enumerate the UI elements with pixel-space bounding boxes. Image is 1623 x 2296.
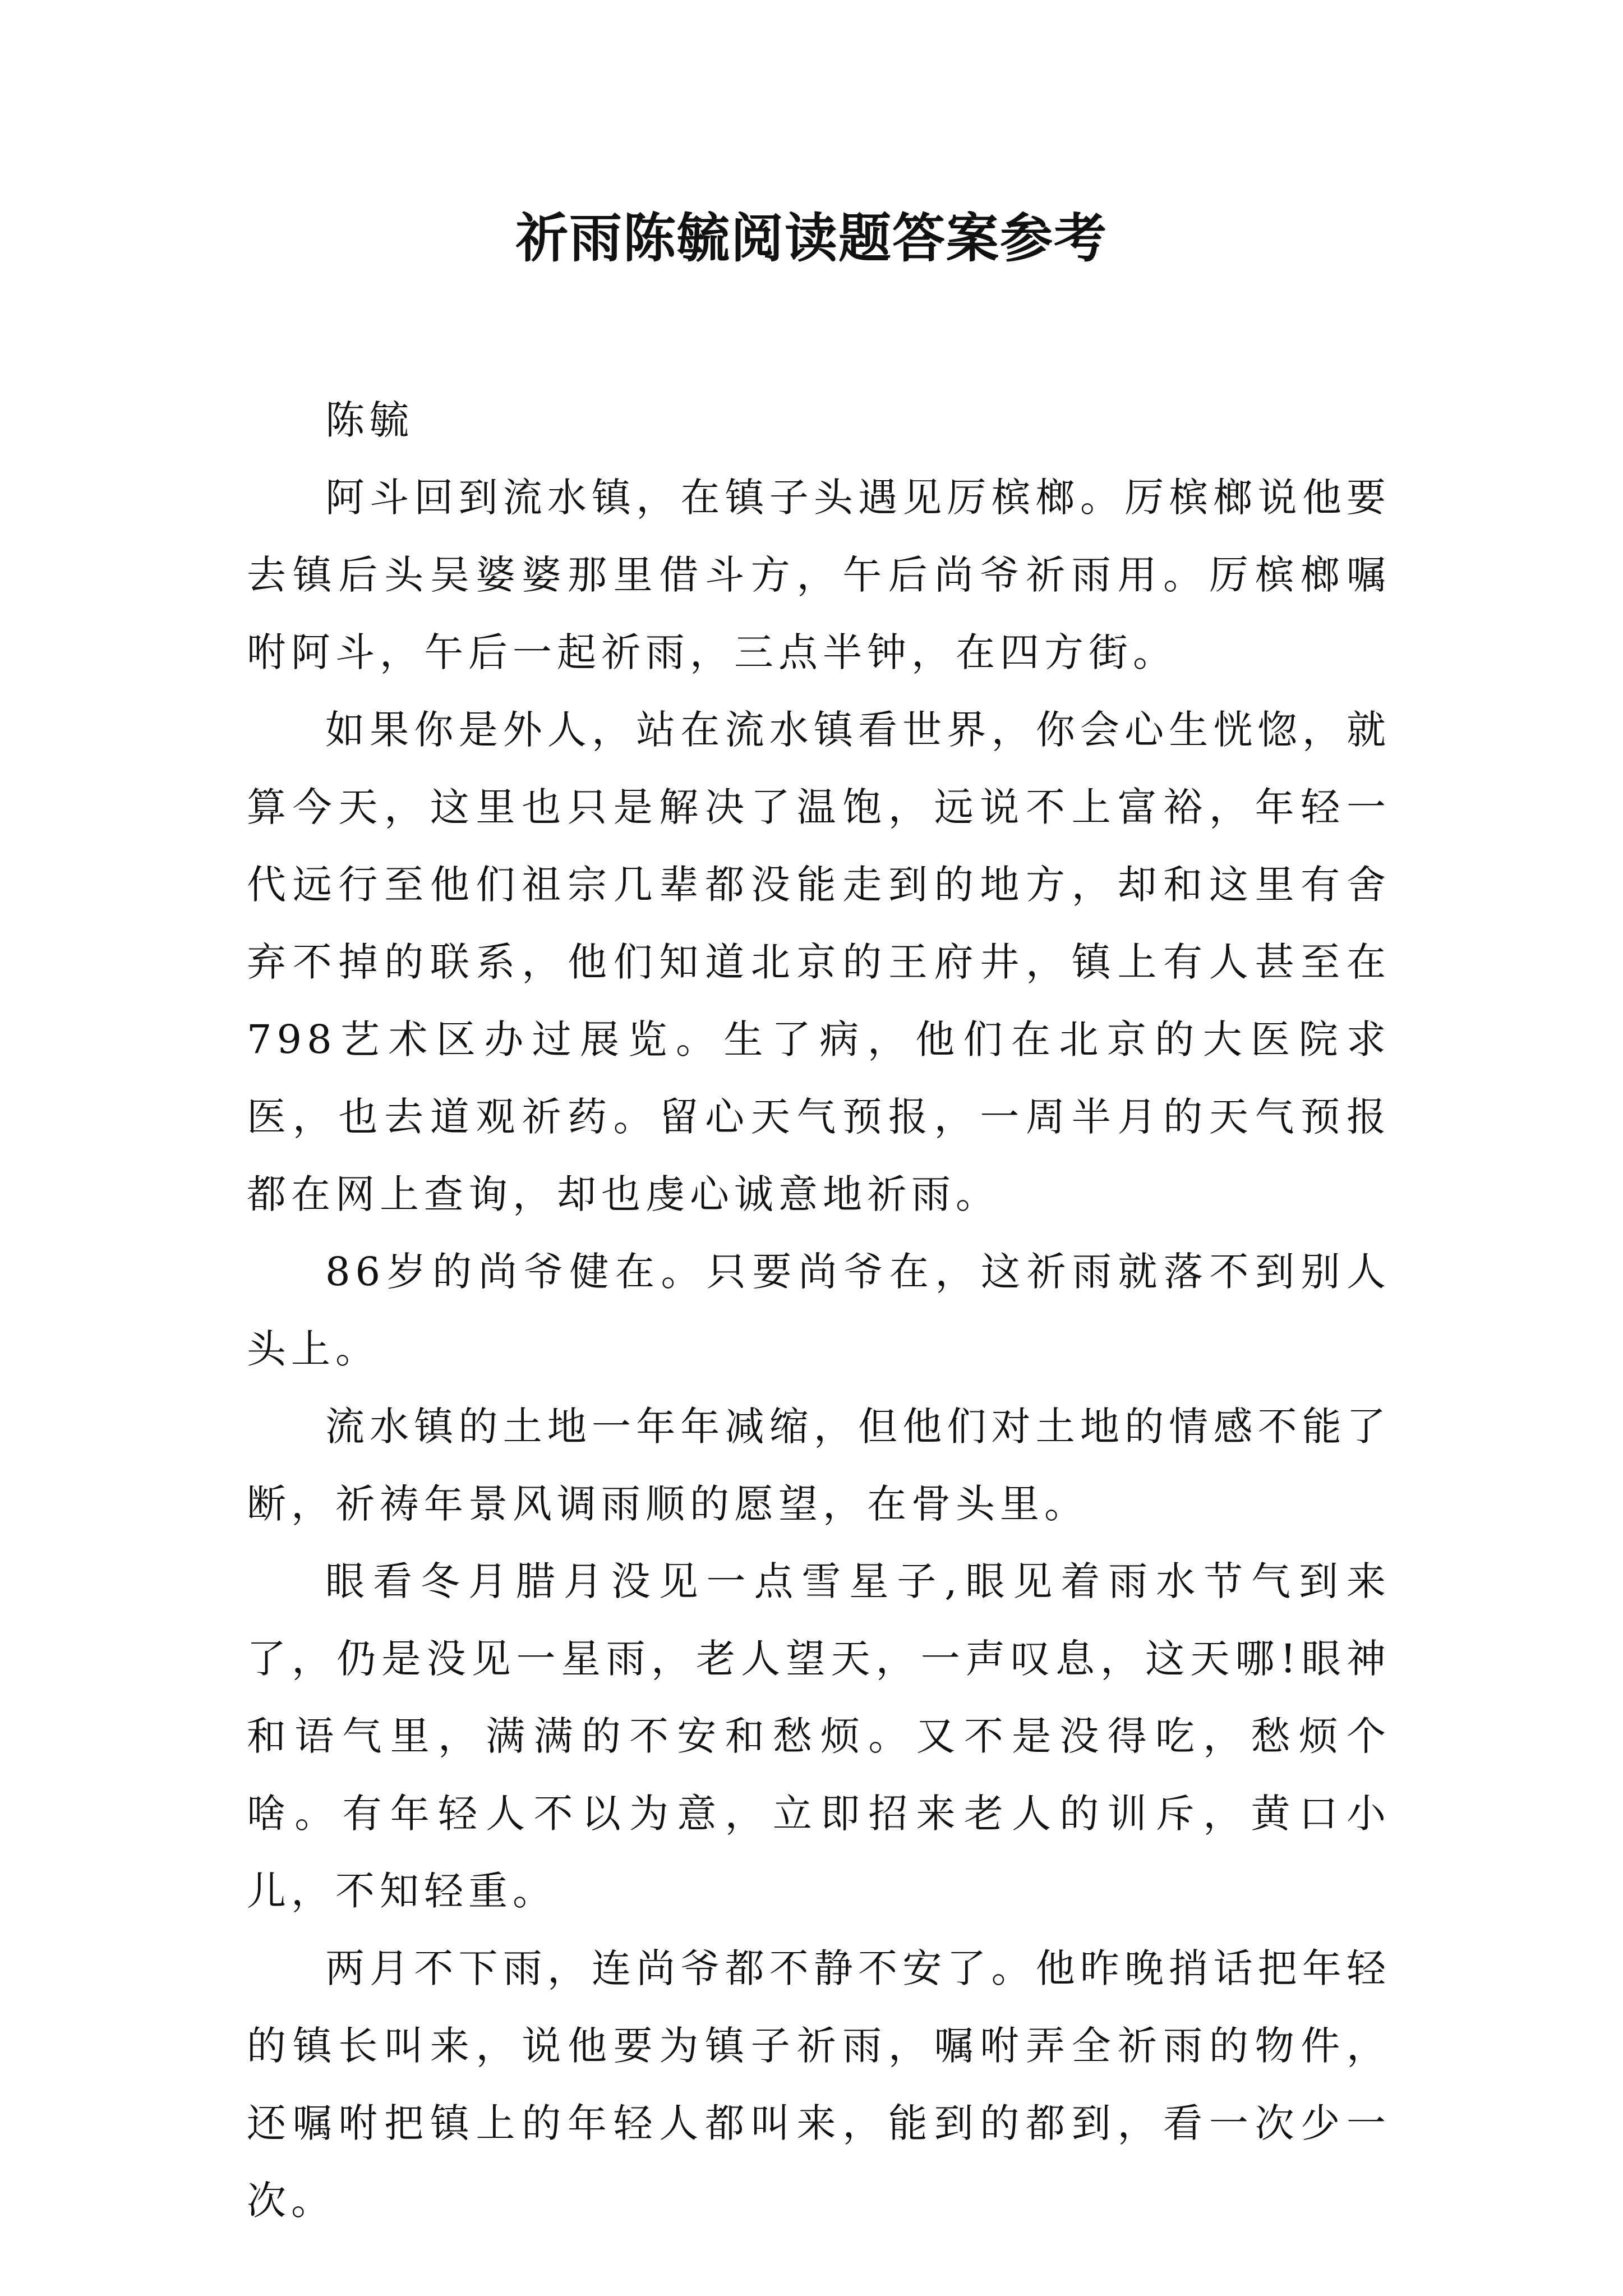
paragraph: 眼看冬月腊月没见一点雪星子,眼见着雨水节气到来了，仍是没见一星雨，老人望天，一声叹息，这天哪!眼神和语气里，满满的不安和愁烦。又不是没得吃，愁烦个啥。有年轻人不以为意，立即招来老人的训斥，黄口小儿，不知轻重。	[247, 1558, 1391, 1914]
author-line: 陈毓	[325, 397, 414, 443]
paragraph: 如果你是外人，站在流水镇看世界，你会心生恍惚，就算今天，这里也只是解决了温饱，远说不上富裕，年轻一代远行至他们祖宗几辈都没能走到的地方，却和这里有舍弃不掉的联系，他们知道北京的王府井，镇上有人甚至在798艺术区办过展览。生了病，他们在北京的大医院求医，也去道观祈药。留心天气预报，一周半月的天气预报都在网上查询，却也虔心诚意地祈雨。	[247, 707, 1391, 1217]
paragraph: 阿斗回到流水镇，在镇子头遇见厉槟榔。厉槟榔说他要去镇后头吴婆婆那里借斗方，午后尚爷祈雨用。厉槟榔嘱咐阿斗，午后一起祈雨，三点半钟，在四方街。	[247, 475, 1391, 675]
paragraph: 86岁的尚爷健在。只要尚爷在，这祈雨就落不到别人头上。	[247, 1249, 1391, 1372]
document-title: 祈雨陈毓阅读题答案参考	[515, 208, 1108, 269]
document-body	[247, 381, 1391, 2239]
paragraph: 两月不下雨，连尚爷都不静不安了。他昨晚捎话把年轻的镇长叫来，说他要为镇子祈雨，嘱咐弄全祈雨的物件，还嘱咐把镇上的年轻人都叫来，能到的都到，看一次少一次。	[247, 1945, 1391, 2224]
paragraph: 流水镇的土地一年年减缩，但他们对土地的情感不能了断，祈祷年景风调雨顺的愿望，在骨头里。	[247, 1404, 1391, 1527]
